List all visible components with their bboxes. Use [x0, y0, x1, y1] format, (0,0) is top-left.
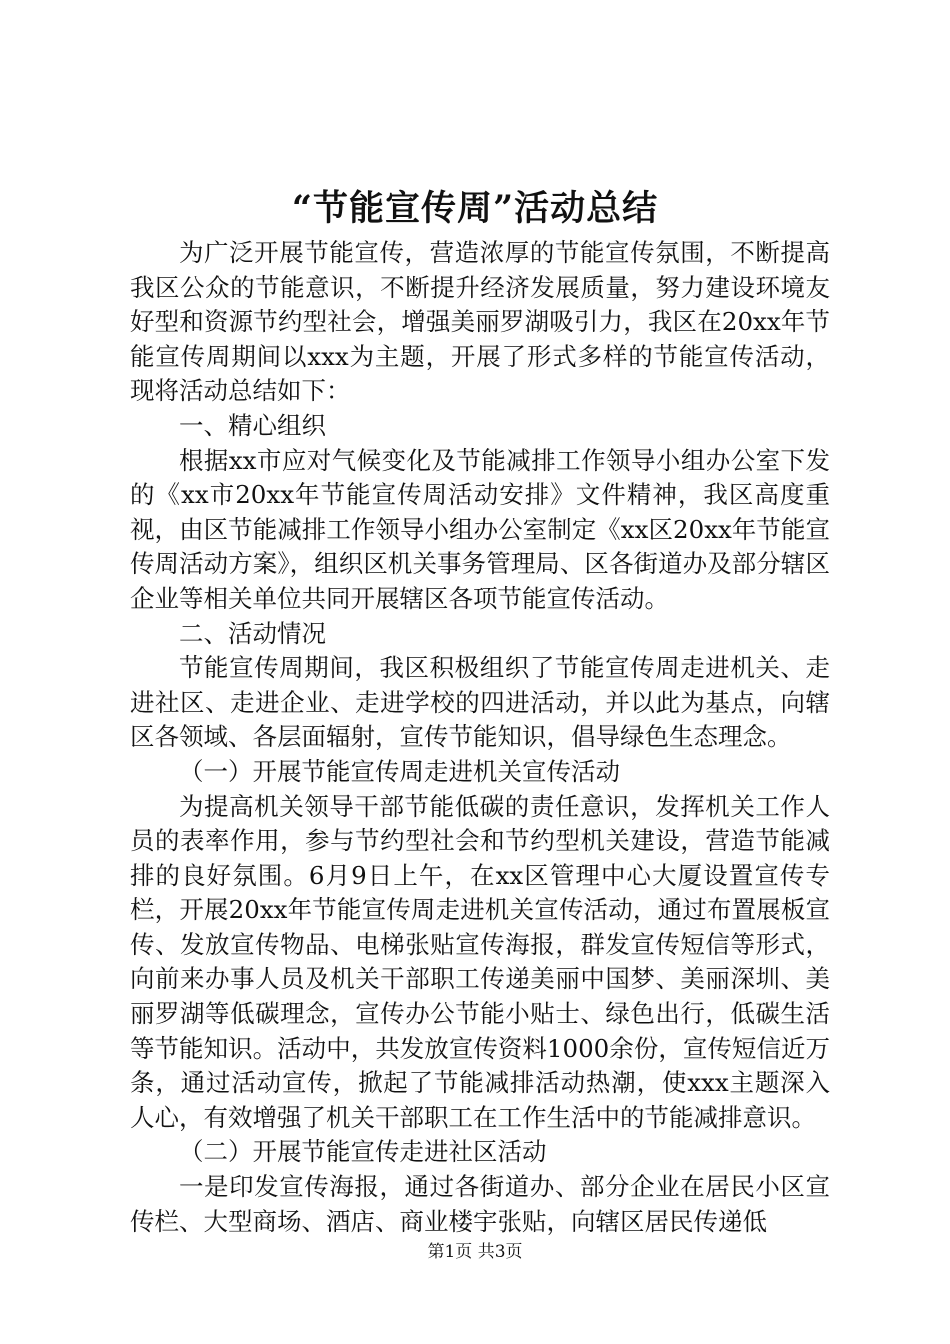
- document-body: [130, 236, 830, 1239]
- subsection-heading-community: （二）开展节能宣传走进社区活动: [179, 1137, 547, 1167]
- organize-paragraph: 根据xx市应对气候变化及节能减排工作领导小组办公室下发的《xx市20xx年节能宣传周活动安排》文件精神，我区高度重视，由区节能减排工作领导小组办公室制定《xx区20xx年节能宣传周活动方案》，组织区机关事务管理局、区各街道办及部分辖区企业等相关单位共同开展辖区各项节能宣传活动。: [130, 445, 830, 613]
- activities-paragraph: 节能宣传周期间，我区积极组织了节能宣传周走进机关、走进社区、走进企业、走进学校的四进活动，并以此为基点，向辖区各领域、各层面辐射，宣传节能知识，倡导绿色生态理念。: [130, 653, 830, 752]
- intro-paragraph: 为广泛开展节能宣传，营造浓厚的节能宣传氛围，不断提高我区公众的节能意识，不断提升经济发展质量，努力建设环境友好型和资源节约型社会，增强美丽罗湖吸引力，我区在20xx年节能宣传周期间以xxx为主题，开展了形式多样的节能宣传活动，现将活动总结如下：: [130, 238, 830, 406]
- subsection-heading-agencies: （一）开展节能宣传周走进机关宣传活动: [179, 756, 620, 786]
- section-heading-activities: 二、活动情况: [179, 618, 326, 648]
- document-title: “节能宣传周”活动总结: [291, 188, 659, 229]
- agencies-paragraph: 为提高机关领导干部节能低碳的责任意识，发挥机关工作人员的表率作用，参与节约型社会和节约型机关建设，营造节能减排的良好氛围。6月9日上午，在xx区管理中心大厦设置宣传专栏，开展20xx年节能宣传周走进机关宣传活动，通过布置展板宣传、发放宣传物品、电梯张贴宣传海报，群发宣传短信等形式，向前来办事人员及机关干部职工传递美丽中国梦、美丽深圳、美丽罗湖等低碳理念，宣传办公节能小贴士、绿色出行，低碳生活等节能知识。活动中，共发放宣传资料1000余份，宣传短信近万条，通过活动宣传，掀起了节能减排活动热潮，使xxx主题深入人心，有效增强了机关干部职工在工作生活中的节能减排意识。: [130, 791, 830, 1132]
- community-paragraph: 一是印发宣传海报，通过各街道办、部分企业在居民小区宣传栏、大型商场、酒店、商业楼宇张贴，向辖区居民传递低: [130, 1172, 830, 1236]
- page-footer: 第1页 共3页: [427, 1242, 523, 1262]
- section-heading-organize: 一、精心组织: [179, 410, 326, 440]
